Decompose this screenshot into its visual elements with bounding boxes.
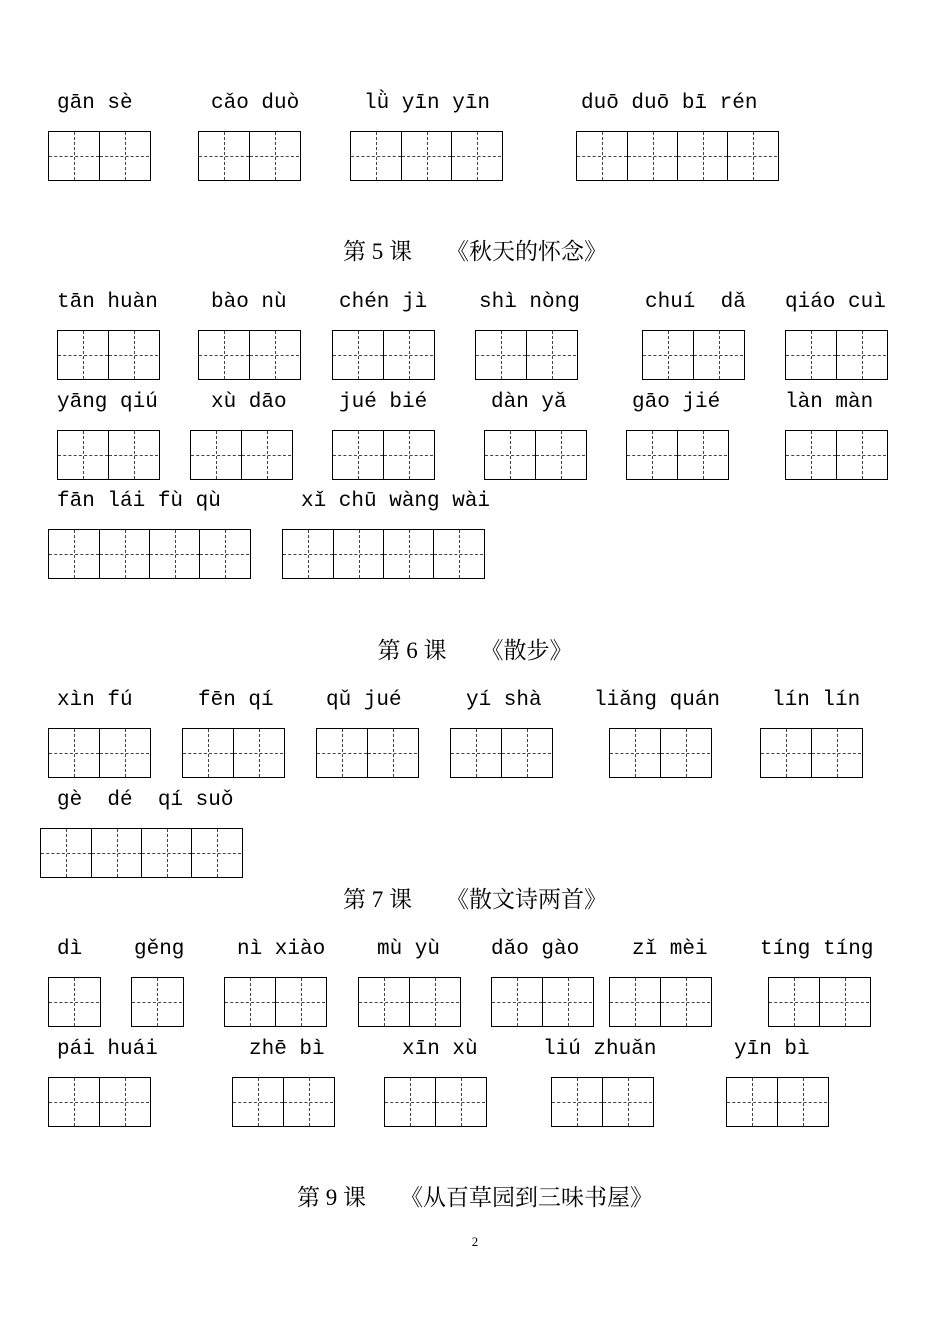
pinyin-label: lín lín bbox=[772, 689, 861, 712]
pinyin-label: pái huái bbox=[57, 1038, 158, 1061]
answer-grid-3[interactable] bbox=[350, 131, 503, 181]
answer-grid-2[interactable] bbox=[475, 330, 578, 380]
answer-grid-2[interactable] bbox=[190, 430, 293, 480]
pinyin-label: qiáo cuì bbox=[785, 291, 886, 314]
pinyin-label: gān sè bbox=[57, 92, 133, 115]
pinyin-label: fēn qí bbox=[198, 689, 274, 712]
answer-grid-2[interactable] bbox=[48, 131, 151, 181]
answer-grid-2[interactable] bbox=[484, 430, 587, 480]
answer-grid-2[interactable] bbox=[198, 131, 301, 181]
pinyin-label: lǜ yīn yīn bbox=[364, 92, 491, 115]
answer-grid-2[interactable] bbox=[57, 330, 160, 380]
answer-grid-2[interactable] bbox=[785, 430, 888, 480]
answer-grid-4[interactable] bbox=[576, 131, 779, 181]
answer-grid-2[interactable] bbox=[609, 977, 712, 1027]
pinyin-label: zǐ mèi bbox=[632, 938, 708, 961]
lesson-title: 《散文诗两首》 bbox=[446, 887, 607, 912]
pinyin-label: gāo jié bbox=[632, 391, 721, 414]
pinyin-label: shì nòng bbox=[479, 291, 580, 314]
answer-grid-2[interactable] bbox=[358, 977, 461, 1027]
pinyin-label: zhē bì bbox=[249, 1038, 325, 1061]
lesson-number: 第 6 课 bbox=[377, 638, 447, 663]
lesson-number: 第 9 课 bbox=[297, 1185, 366, 1210]
answer-grid-2[interactable] bbox=[384, 1077, 487, 1127]
lesson-heading bbox=[0, 1183, 950, 1213]
pinyin-label: xīn xù bbox=[402, 1038, 478, 1061]
lesson-title: 《散步》 bbox=[480, 638, 573, 663]
answer-grid-2[interactable] bbox=[450, 728, 553, 778]
pinyin-label: yīn bì bbox=[734, 1038, 810, 1061]
answer-grid-4[interactable] bbox=[48, 529, 251, 579]
answer-grid-2[interactable] bbox=[48, 728, 151, 778]
lesson-title: 《从百草园到三味书屋》 bbox=[400, 1185, 653, 1210]
answer-grid-2[interactable] bbox=[57, 430, 160, 480]
pinyin-label: mù yù bbox=[377, 938, 441, 961]
lesson-heading bbox=[0, 237, 950, 267]
pinyin-label: gè dé qí suǒ bbox=[57, 789, 234, 812]
pinyin-label: dì bbox=[57, 938, 83, 961]
pinyin-label: liǎng quán bbox=[594, 689, 721, 712]
pinyin-label: gěng bbox=[134, 938, 185, 961]
pinyin-label: fān lái fù qù bbox=[57, 490, 221, 513]
pinyin-label: xǐ chū wàng wài bbox=[301, 490, 491, 513]
pinyin-label: jué bié bbox=[339, 391, 428, 414]
pinyin-label: chén jì bbox=[339, 291, 428, 314]
answer-grid-2[interactable] bbox=[491, 977, 594, 1027]
answer-grid-2[interactable] bbox=[726, 1077, 829, 1127]
pinyin-label: nì xiào bbox=[237, 938, 326, 961]
answer-grid-2[interactable] bbox=[182, 728, 285, 778]
pinyin-label: tíng tíng bbox=[760, 938, 874, 961]
answer-grid-2[interactable] bbox=[332, 430, 435, 480]
answer-grid-4[interactable] bbox=[282, 529, 485, 579]
answer-grid-1[interactable] bbox=[48, 977, 101, 1027]
pinyin-label: qǔ jué bbox=[326, 689, 402, 712]
lesson-title: 《秋天的怀念》 bbox=[446, 239, 607, 264]
pinyin-label: yí shà bbox=[466, 689, 542, 712]
answer-grid-2[interactable] bbox=[626, 430, 729, 480]
answer-grid-2[interactable] bbox=[232, 1077, 335, 1127]
pinyin-label: duō duō bī rén bbox=[581, 92, 758, 115]
pinyin-label: cǎo duò bbox=[211, 92, 300, 115]
answer-grid-2[interactable] bbox=[760, 728, 863, 778]
answer-grid-1[interactable] bbox=[131, 977, 184, 1027]
lesson-number: 第 5 课 bbox=[343, 239, 412, 264]
answer-grid-2[interactable] bbox=[785, 330, 888, 380]
pinyin-label: làn màn bbox=[785, 391, 874, 414]
pinyin-label: xù dāo bbox=[211, 391, 287, 414]
pinyin-label: liú zhuǎn bbox=[543, 1038, 657, 1061]
pinyin-label: dǎo gào bbox=[491, 938, 580, 961]
pinyin-label: xìn fú bbox=[57, 689, 133, 712]
lesson-number: 第 7 课 bbox=[343, 887, 412, 912]
pinyin-label: dàn yǎ bbox=[491, 391, 567, 414]
answer-grid-2[interactable] bbox=[642, 330, 745, 380]
pinyin-label: yāng qiú bbox=[57, 391, 158, 414]
answer-grid-4[interactable] bbox=[40, 828, 243, 878]
pinyin-label: chuí dǎ bbox=[645, 291, 746, 314]
answer-grid-2[interactable] bbox=[768, 977, 871, 1027]
answer-grid-2[interactable] bbox=[198, 330, 301, 380]
lesson-heading bbox=[0, 636, 950, 666]
answer-grid-2[interactable] bbox=[224, 977, 327, 1027]
answer-grid-2[interactable] bbox=[609, 728, 712, 778]
answer-grid-2[interactable] bbox=[316, 728, 419, 778]
pinyin-label: bào nù bbox=[211, 291, 287, 314]
answer-grid-2[interactable] bbox=[48, 1077, 151, 1127]
page-number: 2 bbox=[471, 1234, 479, 1249]
pinyin-label: tān huàn bbox=[57, 291, 158, 314]
lesson-heading bbox=[0, 885, 950, 915]
answer-grid-2[interactable] bbox=[551, 1077, 654, 1127]
answer-grid-2[interactable] bbox=[332, 330, 435, 380]
